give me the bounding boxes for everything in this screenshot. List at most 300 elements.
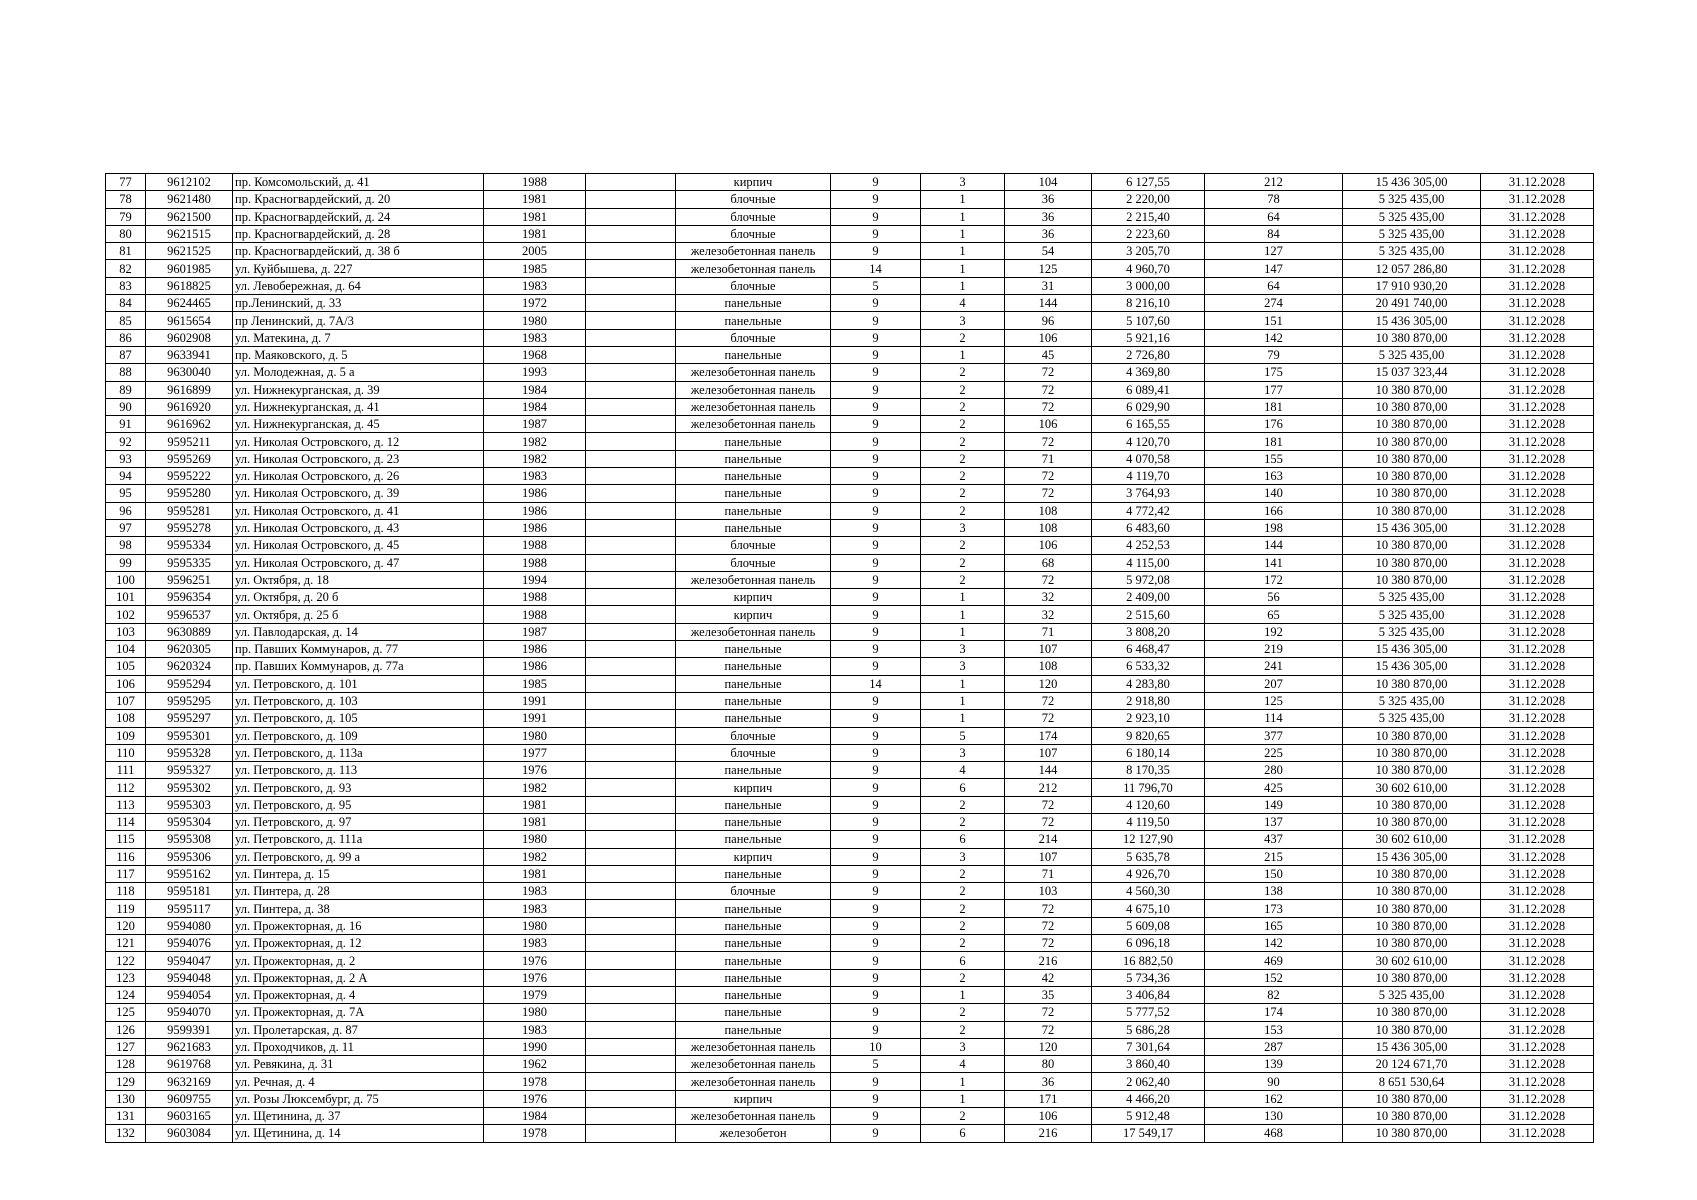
entrances-cell: 3 — [921, 519, 1005, 536]
wall-material-cell: железобетонная панель — [676, 381, 831, 398]
year-built-cell: 1987 — [484, 623, 586, 640]
floors-cell: 9 — [831, 952, 921, 969]
area-cell: 5 972,08 — [1092, 571, 1205, 588]
address-cell: пр. Красногвардейский, д. 20 — [233, 191, 484, 208]
blank-cell-cell — [586, 260, 676, 277]
table-row — [106, 744, 1594, 761]
entrances-cell: 2 — [921, 554, 1005, 571]
apartments-cell: 72 — [1005, 485, 1092, 502]
amount-cell: 15 037 323,44 — [1343, 364, 1481, 381]
floors-cell: 9 — [831, 623, 921, 640]
year-built-cell: 1962 — [484, 1056, 586, 1073]
table-row — [106, 364, 1594, 381]
area-cell: 6 029,90 — [1092, 398, 1205, 415]
table-row — [106, 848, 1594, 865]
row-number-cell: 100 — [106, 571, 146, 588]
apartments-cell: 72 — [1005, 900, 1092, 917]
address-cell: ул. Речная, д. 4 — [233, 1073, 484, 1090]
entrances-cell: 1 — [921, 243, 1005, 260]
building-id-cell: 9601985 — [146, 260, 233, 277]
address-cell: ул. Щетинина, д. 37 — [233, 1108, 484, 1125]
entrances-cell: 2 — [921, 1004, 1005, 1021]
blank-cell-cell — [586, 606, 676, 623]
floors-cell: 9 — [831, 174, 921, 191]
building-id-cell: 9616899 — [146, 381, 233, 398]
deadline-cell: 31.12.2028 — [1481, 450, 1594, 467]
apartments-cell: 212 — [1005, 779, 1092, 796]
wall-material-cell: панельные — [676, 952, 831, 969]
wall-material-cell: кирпич — [676, 174, 831, 191]
row-number-cell: 93 — [106, 450, 146, 467]
row-number-cell: 124 — [106, 986, 146, 1003]
area-cell: 2 220,00 — [1092, 191, 1205, 208]
area-cell: 4 120,60 — [1092, 796, 1205, 813]
address-cell: ул. Прожекторная, д. 2 А — [233, 969, 484, 986]
amount-cell: 15 436 305,00 — [1343, 519, 1481, 536]
amount-cell: 5 325 435,00 — [1343, 692, 1481, 709]
apartments-cell: 72 — [1005, 398, 1092, 415]
year-built-cell: 1988 — [484, 606, 586, 623]
floors-cell: 9 — [831, 571, 921, 588]
entrances-cell: 1 — [921, 692, 1005, 709]
apartments-cell: 72 — [1005, 468, 1092, 485]
residents-cell: 162 — [1205, 1090, 1343, 1107]
table-row — [106, 986, 1594, 1003]
deadline-cell: 31.12.2028 — [1481, 1021, 1594, 1038]
address-cell: ул. Николая Островского, д. 41 — [233, 502, 484, 519]
row-number-cell: 77 — [106, 174, 146, 191]
deadline-cell: 31.12.2028 — [1481, 606, 1594, 623]
address-cell: ул. Петровского, д. 101 — [233, 675, 484, 692]
area-cell: 5 921,16 — [1092, 329, 1205, 346]
entrances-cell: 2 — [921, 329, 1005, 346]
amount-cell: 10 380 870,00 — [1343, 727, 1481, 744]
row-number-cell: 119 — [106, 900, 146, 917]
address-cell: ул. Петровского, д. 105 — [233, 710, 484, 727]
address-cell: ул. Петровского, д. 95 — [233, 796, 484, 813]
deadline-cell: 31.12.2028 — [1481, 692, 1594, 709]
apartments-cell: 106 — [1005, 1108, 1092, 1125]
year-built-cell: 1982 — [484, 450, 586, 467]
row-number-cell: 80 — [106, 225, 146, 242]
residents-cell: 198 — [1205, 519, 1343, 536]
blank-cell-cell — [586, 295, 676, 312]
address-cell: ул. Петровского, д. 109 — [233, 727, 484, 744]
entrances-cell: 2 — [921, 900, 1005, 917]
table-row — [106, 468, 1594, 485]
amount-cell: 30 602 610,00 — [1343, 952, 1481, 969]
area-cell: 5 635,78 — [1092, 848, 1205, 865]
table-row — [106, 865, 1594, 882]
row-number-cell: 105 — [106, 658, 146, 675]
address-cell: ул. Николая Островского, д. 43 — [233, 519, 484, 536]
wall-material-cell: панельные — [676, 831, 831, 848]
address-cell: ул. Щетинина, д. 14 — [233, 1125, 484, 1142]
year-built-cell: 1976 — [484, 762, 586, 779]
floors-cell: 9 — [831, 1125, 921, 1142]
amount-cell: 5 325 435,00 — [1343, 986, 1481, 1003]
wall-material-cell: панельные — [676, 762, 831, 779]
year-built-cell: 1986 — [484, 502, 586, 519]
amount-cell: 10 380 870,00 — [1343, 883, 1481, 900]
residents-cell: 82 — [1205, 986, 1343, 1003]
amount-cell: 10 380 870,00 — [1343, 485, 1481, 502]
table-row — [106, 675, 1594, 692]
blank-cell-cell — [586, 641, 676, 658]
blank-cell-cell — [586, 174, 676, 191]
floors-cell: 9 — [831, 865, 921, 882]
floors-cell: 9 — [831, 813, 921, 830]
entrances-cell: 1 — [921, 606, 1005, 623]
building-id-cell: 9595295 — [146, 692, 233, 709]
building-id-cell: 9603165 — [146, 1108, 233, 1125]
residents-cell: 139 — [1205, 1056, 1343, 1073]
year-built-cell: 1985 — [484, 260, 586, 277]
year-built-cell: 1987 — [484, 416, 586, 433]
amount-cell: 10 380 870,00 — [1343, 381, 1481, 398]
building-id-cell: 9595297 — [146, 710, 233, 727]
amount-cell: 10 380 870,00 — [1343, 450, 1481, 467]
residents-cell: 176 — [1205, 416, 1343, 433]
year-built-cell: 1984 — [484, 1108, 586, 1125]
address-cell: ул. Николая Островского, д. 26 — [233, 468, 484, 485]
year-built-cell: 1981 — [484, 191, 586, 208]
area-cell: 6 165,55 — [1092, 416, 1205, 433]
amount-cell: 15 436 305,00 — [1343, 848, 1481, 865]
entrances-cell: 2 — [921, 796, 1005, 813]
residents-cell: 65 — [1205, 606, 1343, 623]
residents-cell: 144 — [1205, 537, 1343, 554]
amount-cell: 5 325 435,00 — [1343, 346, 1481, 363]
row-number-cell: 112 — [106, 779, 146, 796]
residents-cell: 219 — [1205, 641, 1343, 658]
floors-cell: 9 — [831, 433, 921, 450]
year-built-cell: 1980 — [484, 312, 586, 329]
year-built-cell: 1983 — [484, 935, 586, 952]
area-cell: 3 000,00 — [1092, 277, 1205, 294]
floors-cell: 9 — [831, 606, 921, 623]
table-row — [106, 779, 1594, 796]
amount-cell: 10 380 870,00 — [1343, 796, 1481, 813]
residents-cell: 138 — [1205, 883, 1343, 900]
building-id-cell: 9595334 — [146, 537, 233, 554]
wall-material-cell: железобетонная панель — [676, 260, 831, 277]
area-cell: 5 777,52 — [1092, 1004, 1205, 1021]
residents-cell: 140 — [1205, 485, 1343, 502]
deadline-cell: 31.12.2028 — [1481, 485, 1594, 502]
floors-cell: 9 — [831, 710, 921, 727]
apartments-cell: 108 — [1005, 519, 1092, 536]
area-cell: 4 675,10 — [1092, 900, 1205, 917]
floors-cell: 14 — [831, 260, 921, 277]
residents-cell: 469 — [1205, 952, 1343, 969]
building-id-cell: 9595281 — [146, 502, 233, 519]
entrances-cell: 3 — [921, 641, 1005, 658]
deadline-cell: 31.12.2028 — [1481, 658, 1594, 675]
deadline-cell: 31.12.2028 — [1481, 589, 1594, 606]
deadline-cell: 31.12.2028 — [1481, 848, 1594, 865]
building-id-cell: 9595306 — [146, 848, 233, 865]
residents-cell: 64 — [1205, 277, 1343, 294]
floors-cell: 9 — [831, 346, 921, 363]
entrances-cell: 2 — [921, 571, 1005, 588]
address-cell: ул. Пролетарская, д. 87 — [233, 1021, 484, 1038]
amount-cell: 5 325 435,00 — [1343, 710, 1481, 727]
year-built-cell: 1988 — [484, 537, 586, 554]
wall-material-cell: блочные — [676, 727, 831, 744]
amount-cell: 20 124 671,70 — [1343, 1056, 1481, 1073]
apartments-cell: 72 — [1005, 381, 1092, 398]
area-cell: 4 115,00 — [1092, 554, 1205, 571]
deadline-cell: 31.12.2028 — [1481, 502, 1594, 519]
deadline-cell: 31.12.2028 — [1481, 831, 1594, 848]
year-built-cell: 1978 — [484, 1073, 586, 1090]
blank-cell-cell — [586, 883, 676, 900]
blank-cell-cell — [586, 969, 676, 986]
building-id-cell: 9595327 — [146, 762, 233, 779]
wall-material-cell: блочные — [676, 208, 831, 225]
row-number-cell: 114 — [106, 813, 146, 830]
wall-material-cell: железобетонная панель — [676, 416, 831, 433]
row-number-cell: 86 — [106, 329, 146, 346]
floors-cell: 14 — [831, 675, 921, 692]
blank-cell-cell — [586, 796, 676, 813]
row-number-cell: 130 — [106, 1090, 146, 1107]
entrances-cell: 4 — [921, 1056, 1005, 1073]
deadline-cell: 31.12.2028 — [1481, 277, 1594, 294]
address-cell: пр. Маяковского, д. 5 — [233, 346, 484, 363]
year-built-cell: 1980 — [484, 1004, 586, 1021]
table-row — [106, 606, 1594, 623]
area-cell: 3 406,84 — [1092, 986, 1205, 1003]
table-row — [106, 416, 1594, 433]
blank-cell-cell — [586, 243, 676, 260]
deadline-cell: 31.12.2028 — [1481, 675, 1594, 692]
deadline-cell: 31.12.2028 — [1481, 744, 1594, 761]
residents-cell: 153 — [1205, 1021, 1343, 1038]
row-number-cell: 128 — [106, 1056, 146, 1073]
amount-cell: 10 380 870,00 — [1343, 1021, 1481, 1038]
building-id-cell: 9595117 — [146, 900, 233, 917]
residents-cell: 165 — [1205, 917, 1343, 934]
entrances-cell: 3 — [921, 658, 1005, 675]
amount-cell: 10 380 870,00 — [1343, 416, 1481, 433]
table-row — [106, 537, 1594, 554]
table-row — [106, 1056, 1594, 1073]
address-cell: ул. Пинтера, д. 38 — [233, 900, 484, 917]
entrances-cell: 2 — [921, 450, 1005, 467]
amount-cell: 15 436 305,00 — [1343, 658, 1481, 675]
deadline-cell: 31.12.2028 — [1481, 433, 1594, 450]
blank-cell-cell — [586, 692, 676, 709]
table-row — [106, 346, 1594, 363]
floors-cell: 9 — [831, 1108, 921, 1125]
area-cell: 5 734,36 — [1092, 969, 1205, 986]
floors-cell: 9 — [831, 295, 921, 312]
wall-material-cell: железобетонная панель — [676, 1108, 831, 1125]
address-cell: ул. Пинтера, д. 28 — [233, 883, 484, 900]
building-id-cell: 9632169 — [146, 1073, 233, 1090]
floors-cell: 5 — [831, 277, 921, 294]
apartments-cell: 32 — [1005, 606, 1092, 623]
area-cell: 2 726,80 — [1092, 346, 1205, 363]
floors-cell: 9 — [831, 986, 921, 1003]
building-id-cell: 9595181 — [146, 883, 233, 900]
entrances-cell: 1 — [921, 1090, 1005, 1107]
floors-cell: 9 — [831, 883, 921, 900]
deadline-cell: 31.12.2028 — [1481, 571, 1594, 588]
table-row — [106, 208, 1594, 225]
blank-cell-cell — [586, 848, 676, 865]
area-cell: 2 062,40 — [1092, 1073, 1205, 1090]
row-number-cell: 110 — [106, 744, 146, 761]
residents-cell: 163 — [1205, 468, 1343, 485]
address-cell: ул. Октября, д. 18 — [233, 571, 484, 588]
building-id-cell: 9620305 — [146, 641, 233, 658]
apartments-cell: 125 — [1005, 260, 1092, 277]
area-cell: 4 119,50 — [1092, 813, 1205, 830]
area-cell: 11 796,70 — [1092, 779, 1205, 796]
blank-cell-cell — [586, 364, 676, 381]
apartments-cell: 216 — [1005, 1125, 1092, 1142]
building-id-cell: 9620324 — [146, 658, 233, 675]
blank-cell-cell — [586, 917, 676, 934]
apartments-cell: 72 — [1005, 1004, 1092, 1021]
entrances-cell: 1 — [921, 225, 1005, 242]
blank-cell-cell — [586, 779, 676, 796]
wall-material-cell: блочные — [676, 191, 831, 208]
amount-cell: 10 380 870,00 — [1343, 675, 1481, 692]
deadline-cell: 31.12.2028 — [1481, 1056, 1594, 1073]
area-cell: 2 223,60 — [1092, 225, 1205, 242]
deadline-cell: 31.12.2028 — [1481, 554, 1594, 571]
building-id-cell: 9594054 — [146, 986, 233, 1003]
area-cell: 4 070,58 — [1092, 450, 1205, 467]
year-built-cell: 1978 — [484, 1125, 586, 1142]
deadline-cell: 31.12.2028 — [1481, 900, 1594, 917]
building-id-cell: 9596251 — [146, 571, 233, 588]
table-row — [106, 727, 1594, 744]
year-built-cell: 1988 — [484, 589, 586, 606]
row-number-cell: 127 — [106, 1038, 146, 1055]
deadline-cell: 31.12.2028 — [1481, 208, 1594, 225]
floors-cell: 9 — [831, 450, 921, 467]
deadline-cell: 31.12.2028 — [1481, 537, 1594, 554]
wall-material-cell: панельные — [676, 312, 831, 329]
wall-material-cell: блочные — [676, 744, 831, 761]
residents-cell: 241 — [1205, 658, 1343, 675]
row-number-cell: 122 — [106, 952, 146, 969]
year-built-cell: 1977 — [484, 744, 586, 761]
amount-cell: 15 436 305,00 — [1343, 312, 1481, 329]
row-number-cell: 89 — [106, 381, 146, 398]
row-number-cell: 99 — [106, 554, 146, 571]
deadline-cell: 31.12.2028 — [1481, 796, 1594, 813]
housing-table — [105, 173, 1594, 1143]
entrances-cell: 6 — [921, 779, 1005, 796]
table-row — [106, 1090, 1594, 1107]
residents-cell: 137 — [1205, 813, 1343, 830]
residents-cell: 114 — [1205, 710, 1343, 727]
blank-cell-cell — [586, 589, 676, 606]
entrances-cell: 2 — [921, 398, 1005, 415]
area-cell: 4 466,20 — [1092, 1090, 1205, 1107]
building-id-cell: 9603084 — [146, 1125, 233, 1142]
amount-cell: 5 325 435,00 — [1343, 623, 1481, 640]
wall-material-cell: панельные — [676, 346, 831, 363]
address-cell: ул. Николая Островского, д. 39 — [233, 485, 484, 502]
building-id-cell: 9595269 — [146, 450, 233, 467]
floors-cell: 9 — [831, 364, 921, 381]
row-number-cell: 102 — [106, 606, 146, 623]
entrances-cell: 3 — [921, 1038, 1005, 1055]
table-row — [106, 831, 1594, 848]
address-cell: пр. Павших Коммунаров, д. 77а — [233, 658, 484, 675]
wall-material-cell: панельные — [676, 433, 831, 450]
amount-cell: 10 380 870,00 — [1343, 900, 1481, 917]
wall-material-cell: железобетонная панель — [676, 243, 831, 260]
year-built-cell: 1982 — [484, 779, 586, 796]
wall-material-cell: блочные — [676, 883, 831, 900]
apartments-cell: 42 — [1005, 969, 1092, 986]
amount-cell: 20 491 740,00 — [1343, 295, 1481, 312]
amount-cell: 30 602 610,00 — [1343, 779, 1481, 796]
apartments-cell: 72 — [1005, 917, 1092, 934]
wall-material-cell: блочные — [676, 329, 831, 346]
floors-cell: 5 — [831, 1056, 921, 1073]
row-number-cell: 103 — [106, 623, 146, 640]
wall-material-cell: панельные — [676, 710, 831, 727]
building-id-cell: 9595301 — [146, 727, 233, 744]
building-id-cell: 9595335 — [146, 554, 233, 571]
row-number-cell: 88 — [106, 364, 146, 381]
wall-material-cell: панельные — [676, 796, 831, 813]
wall-material-cell: блочные — [676, 225, 831, 242]
address-cell: ул. Николая Островского, д. 47 — [233, 554, 484, 571]
residents-cell: 150 — [1205, 865, 1343, 882]
amount-cell: 5 325 435,00 — [1343, 606, 1481, 623]
residents-cell: 151 — [1205, 312, 1343, 329]
area-cell: 5 609,08 — [1092, 917, 1205, 934]
residents-cell: 437 — [1205, 831, 1343, 848]
apartments-cell: 80 — [1005, 1056, 1092, 1073]
building-id-cell: 9596354 — [146, 589, 233, 606]
building-id-cell: 9630889 — [146, 623, 233, 640]
floors-cell: 9 — [831, 398, 921, 415]
blank-cell-cell — [586, 727, 676, 744]
address-cell: ул. Октября, д. 25 б — [233, 606, 484, 623]
year-built-cell: 1991 — [484, 692, 586, 709]
row-number-cell: 83 — [106, 277, 146, 294]
row-number-cell: 113 — [106, 796, 146, 813]
address-cell: ул. Нижнекурганская, д. 39 — [233, 381, 484, 398]
residents-cell: 90 — [1205, 1073, 1343, 1090]
amount-cell: 10 380 870,00 — [1343, 1004, 1481, 1021]
blank-cell-cell — [586, 900, 676, 917]
year-built-cell: 1984 — [484, 398, 586, 415]
building-id-cell: 9609755 — [146, 1090, 233, 1107]
table-row — [106, 502, 1594, 519]
address-cell: пр.Ленинский, д. 33 — [233, 295, 484, 312]
residents-cell: 207 — [1205, 675, 1343, 692]
apartments-cell: 72 — [1005, 710, 1092, 727]
year-built-cell: 1983 — [484, 1021, 586, 1038]
blank-cell-cell — [586, 1073, 676, 1090]
entrances-cell: 2 — [921, 1108, 1005, 1125]
amount-cell: 10 380 870,00 — [1343, 1108, 1481, 1125]
deadline-cell: 31.12.2028 — [1481, 865, 1594, 882]
building-id-cell: 9621500 — [146, 208, 233, 225]
